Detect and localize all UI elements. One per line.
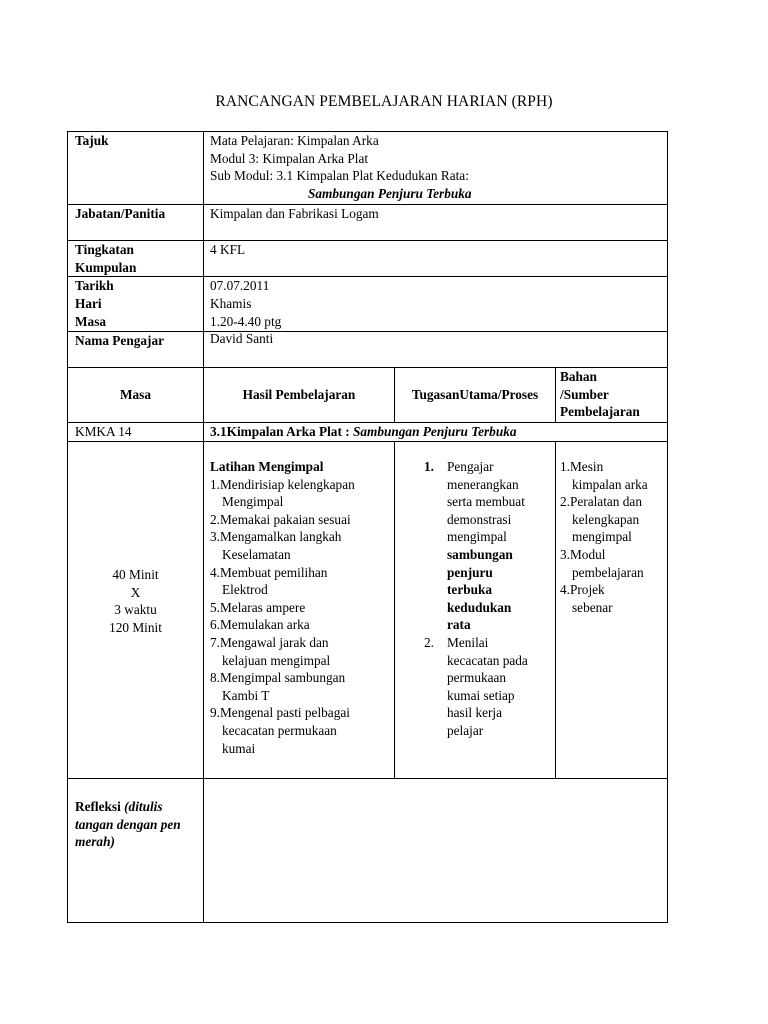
duration-line: X [130,584,141,600]
tajuk-line: Mata Pelajaran: Kimpalan Arka [210,133,379,148]
hari-value: Khamis [210,296,252,311]
tugasan-line: demonstrasi [447,511,512,527]
hasil-line: 8.Mengimpal sambungan [210,670,346,686]
column-divider [555,367,556,423]
bahan-line: kimpalan arka [572,476,648,492]
tarikh-label: Tarikh [75,278,114,293]
kmka-title-bold: 3.1Kimpalan Arka Plat : [210,424,353,439]
tugasan-line: mengimpal [447,529,507,545]
tingkatan-label: Tingkatan [75,242,134,257]
header-masa: Masa [119,387,152,402]
tajuk-line: Modul 3: Kimpalan Arka Plat [210,150,369,166]
tugasan-bold-line: kedudukan [447,599,512,615]
hasil-line: 1.Mendirisiap kelengkapan [210,476,355,492]
bahan-line: 4.Projek [560,582,605,598]
hasil-line: 7.Mengawal jarak dan [210,634,329,650]
header-hasil-pembelajaran: Hasil Pembelajaran [242,387,356,402]
column-divider [394,441,395,779]
header-tugasan: TugasanUtama/Proses [411,387,539,402]
tugasan-line: pelajar [447,722,484,738]
tugasan-line: serta membuat [447,494,525,510]
hasil-line: 6.Memulakan arka [210,617,310,633]
pengajar-label: Nama Pengajar [75,333,164,348]
duration-line: 40 Minit [112,567,159,582]
tugasan-bold-line: rata [447,617,471,633]
hasil-line: kelajuan mengimpal [222,652,331,668]
hasil-line: Keselamatan [222,546,291,562]
row-divider [67,441,668,442]
tugasan-bold-line: penjuru [447,564,493,580]
tugasan-line: kecacatan pada [447,652,528,668]
header-bahan-line: Bahan [560,369,597,384]
tugasan-line: kumai setiap [447,687,515,703]
hasil-line: 4.Membuat pemilihan [210,564,328,580]
hasil-line: 2.Memakai pakaian sesuai [210,511,351,527]
tajuk-submodule-title: Sambungan Penjuru Terbuka [308,186,472,201]
tugasan-number-2: 2. [424,635,434,650]
hasil-line: kecacatan permukaan [222,722,337,738]
hasil-line: 5.Melaras ampere [210,599,306,615]
bahan-line: mengimpal [572,529,632,545]
tugasan-number-1: 1. [424,459,434,474]
page-title: RANCANGAN PEMBELAJARAN HARIAN (RPH) [215,93,553,110]
header-bahan-line: Pembelajaran [560,404,640,420]
tarikh-value: 07.07.2011 [210,278,270,293]
refleksi-entry-area[interactable] [204,779,667,922]
refleksi-title: Refleksi [75,799,125,814]
duration-line: 3 waktu [114,602,157,618]
kumpulan-label: Kumpulan [75,260,137,275]
row-divider [67,276,668,277]
header-bahan-line: /Sumber [560,386,609,402]
hasil-line: Elektrod [222,582,268,598]
hari-label: Hari [75,296,102,311]
tajuk-label: Tajuk [75,133,109,148]
duration-line: 120 Minit [109,619,162,635]
tugasan-line: hasil kerja [447,705,503,721]
row-divider [67,240,668,241]
tajuk-line: Sub Modul: 3.1 Kimpalan Plat Kedudukan Rata: [210,168,469,184]
refleksi-note: (ditulis [124,799,163,814]
hasil-line: Mengimpal [222,494,284,510]
hasil-heading: Latihan Mengimpal [210,459,324,474]
tugasan-bold-line: sambungan [447,546,513,562]
duration [68,566,203,636]
pengajar-value: David Santi [210,331,274,346]
column-divider [555,441,556,779]
refleksi-note-line: merah) [75,834,115,850]
masa-value: 1.20-4.40 ptg [210,314,282,329]
tugasan-line: menerangkan [447,476,519,492]
kmka-title [210,423,517,441]
jabatan-value: Kimpalan dan Fabrikasi Logam [210,206,379,221]
tugasan-line: Menilai [447,635,489,650]
bahan-line: sebenar [572,599,613,615]
hasil-line: Kambi T [222,687,270,703]
hasil-line: kumai [222,740,256,756]
bahan-line: 2.Peralatan dan [560,494,642,510]
kmka-code: KMKA 14 [75,424,132,439]
tugasan-item-2 [447,634,528,740]
tugasan-bold-line: terbuka [447,582,493,598]
hasil-line: 9.Mengenal pasti pelbagai [210,705,350,721]
masa-label: Masa [75,314,107,329]
bahan-list [560,458,648,616]
bahan-line: pembelajaran [572,564,644,580]
refleksi-note-line: tangan dengan pen [75,816,181,832]
refleksi-label [75,798,181,851]
tugasan-line: Pengajar [447,459,494,474]
hasil-line: 3.Mengamalkan langkah [210,529,342,545]
hasil-list [210,458,355,757]
bahan-line: kelengkapan [572,511,640,527]
header-bahan [560,368,640,421]
bahan-line: 1.Mesin [560,459,604,474]
kmka-title-italic: Sambungan Penjuru Terbuka [352,424,517,439]
tingkatan-value: 4 KFL [210,242,246,257]
tugasan-line: permukaan [447,670,507,686]
tajuk-value [210,132,469,185]
bahan-line: 3.Modul [560,546,606,562]
jabatan-label: Jabatan/Panitia [75,206,166,221]
tugasan-item-1 [447,458,525,634]
